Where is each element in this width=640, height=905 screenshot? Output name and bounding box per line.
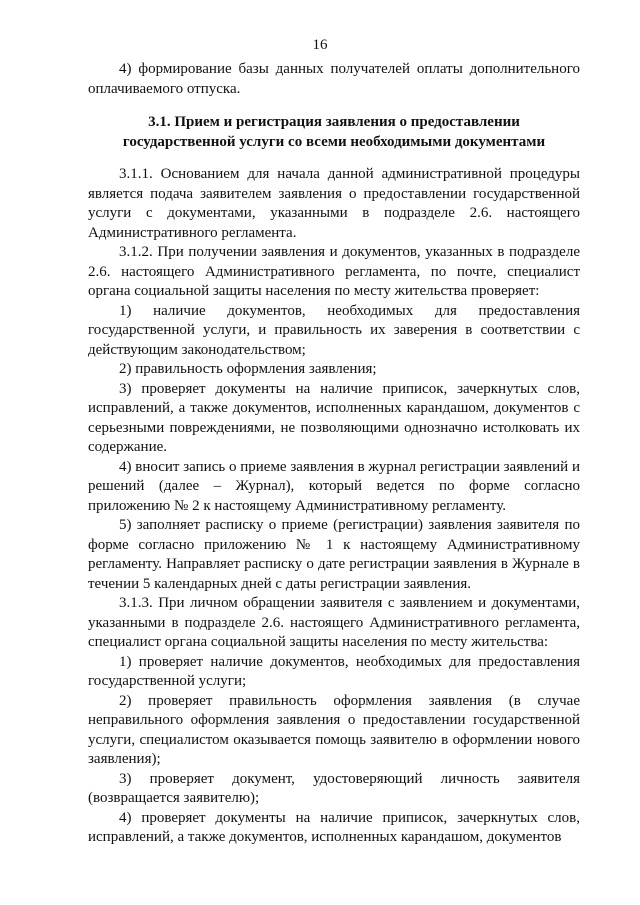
list-item-personal-check-form: 2) проверяет правильность оформления заявления (в случае неправильного оформления заявления о предоставлении государственной услуги, специалистом оказывается помощь заявителю в оформлении нового заявления);	[88, 692, 580, 767]
page-number: 16	[312, 37, 328, 53]
list-item-personal-check-id: 3) проверяет документ, удостоверяющий личность заявителя (возвращается заявителю);	[88, 770, 580, 806]
list-item-check-documents: 1) наличие документов, необходимых для предоставления государственной услуги, и правильность их заверения в соответствии с действующим законодательством;	[88, 302, 580, 358]
list-item-receipt: 5) заполняет расписку о приеме (регистрации) заявления заявителя по форме согласно приложению № 1 к настоящему Административному регламенту. Направляет расписку о дате регистрации заявления в Журнале в течении 5 календарных дней с даты регистрации заявления.	[88, 517, 580, 592]
list-item-check-corrections: 3) проверяет документы на наличие приписок, зачеркнутых слов, исправлений, а также документов, исполненных карандашом, документов с серьезными повреждениями, не позволяющими однозначно истолковать их содержание.	[88, 380, 580, 455]
list-item-check-form: 2) правильность оформления заявления;	[119, 361, 377, 377]
list-item-personal-check-corrections: 4) проверяет документы на наличие приписок, зачеркнутых слов, исправлений, а также документов, исполненных карандашом, документов	[88, 809, 580, 845]
paragraph-3-1-3: 3.1.3. При личном обращении заявителя с заявлением и документами, указанными в подразделе 2.6. настоящего Административного регламента, специалист органа социальной защиты населения по месту жительства:	[88, 595, 580, 650]
list-item-personal-check-documents: 1) проверяет наличие документов, необходимых для предоставления государственной услуги;	[88, 653, 580, 689]
intro-paragraph: 4) формирование базы данных получателей оплаты дополнительного оплачиваемого отпуска.	[88, 61, 580, 97]
paragraph-3-1-1: 3.1.1. Основанием для начала данной административной процедуры является подача заявителем заявления о предоставлении государственной услуги с документами, указанными в подразделе 2.6. настоящего Административного регламента.	[88, 166, 580, 241]
paragraph-3-1-2: 3.1.2. При получении заявления и документов, указанных в подразделе 2.6. настоящего Административного регламента, по почте, специалист органа социальной защиты населения по месту жительства проверяет:	[88, 244, 580, 299]
section-heading: 3.1. Прием и регистрация заявления о предоставлении государственной услуги со всеми необходимыми документами	[122, 114, 546, 150]
page-body	[88, 60, 580, 848]
list-item-journal-entry: 4) вносит запись о приеме заявления в журнал регистрации заявлений и решений (далее – Журнал), который ведется по форме согласно приложению № 2 к настоящему Административному регламенту.	[88, 458, 580, 514]
